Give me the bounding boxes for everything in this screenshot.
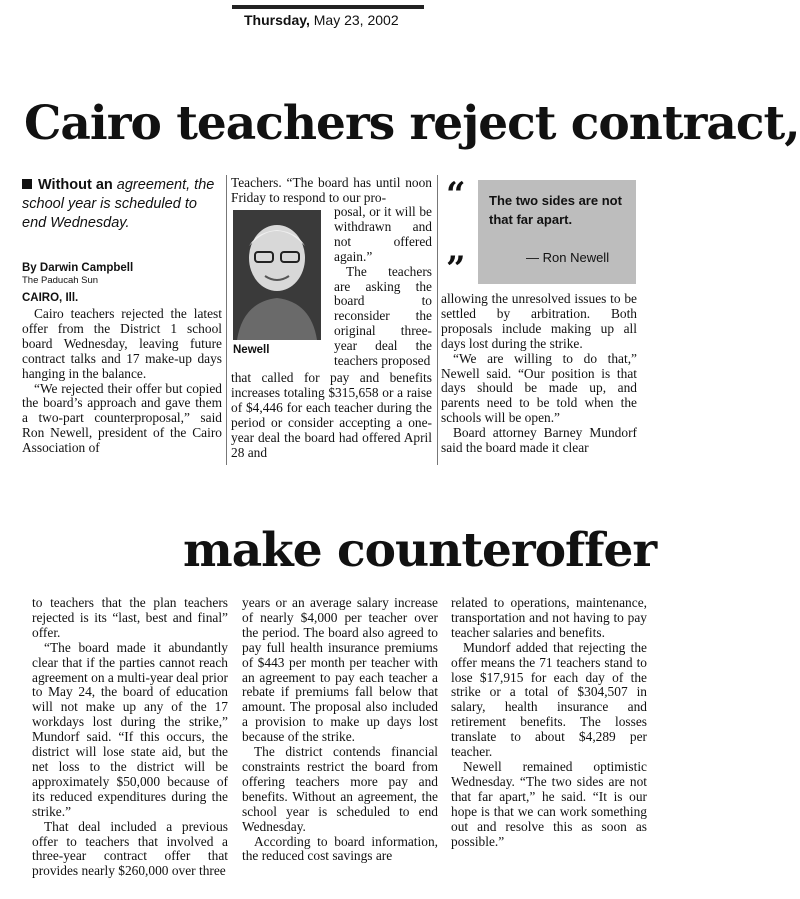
paragraph: “The board made it abundantly clear that if the parties cannot reach agreement on a multi-year deal prior to May 24, the board of education will not make up any of the 17 workdays lost during the strike,” Mundorf said. “If this occurs, the district will lose state aid, but the net loss to the district will be approximately $50,000 because of its reduced expenditures during the strike.”	[32, 639, 228, 819]
bottom-column-1	[32, 596, 228, 879]
paragraph: That deal included a previous offer to teachers that involved a three-year contract offer that provides nearly $260,000 over three	[32, 818, 228, 879]
paragraph: that called for pay and benefits increases totaling $315,658 or a raise of $4,446 for each teacher during the period or consider accepting a one-year deal the board had offered April 28 and	[231, 370, 432, 460]
top-column-1	[22, 307, 222, 456]
paragraph: “We rejected their offer but copied the board’s approach and gave them a two-part counterproposal,” said Ron Newell, president of the Cairo Association of	[22, 380, 222, 456]
column-rule	[437, 175, 438, 465]
dateline-location: CAIRO, Ill.	[22, 292, 79, 304]
kicker	[22, 176, 222, 233]
pull-quote-text: The two sides are not that far apart.	[489, 193, 622, 227]
square-bullet-icon	[22, 179, 32, 189]
column-rule	[226, 175, 227, 465]
paragraph: “We are willing to do that,” Newell said. “Our position is that days should be made up, and parents need to be told when the schools will be open.”	[441, 350, 637, 426]
paragraph: Cairo teachers rejected the latest offer from the District 1 school board Wednesday, leaving future contract talks and 17 make-up days hanging in the balance.	[22, 306, 222, 381]
paragraph: Mundorf added that rejecting the offer means the 71 teachers stand to lose $17,915 for each day of the strike or a total of $304,507 in salary, health insurance and retirement benefits. The losses translate to about $4,289 per teacher.	[451, 639, 647, 760]
masthead-rule	[232, 5, 424, 9]
paragraph: related to operations, maintenance, transportation and not having to pay teacher salaries and benefits.	[451, 595, 647, 640]
paragraph: Teachers. “The board has until noon Friday to respond to our pro-	[231, 175, 432, 205]
byline: By Darwin Campbell	[22, 262, 134, 274]
kicker-lead: Without an	[38, 177, 113, 193]
pull-quote-attribution: — Ron Newell	[526, 250, 610, 265]
open-quote-mark: “	[446, 175, 466, 215]
page-date-text: May 23, 2002	[313, 12, 399, 28]
paragraph: Newell remained optimistic Wednesday. “The two sides are not that far apart,” he said. “It is our hope is that we can work something out and resolve this as soon as possible.”	[451, 758, 647, 849]
paragraph: According to board information, the reduced cost savings are	[242, 833, 438, 864]
headline-line-2: make counteroffer	[183, 523, 657, 578]
paragraph: allowing the unresolved issues to be settled by arbitration. Both proposals include making up all days lost during the strike.	[441, 291, 637, 351]
photo-caption: Newell	[233, 344, 270, 356]
newell-photo	[233, 210, 321, 340]
page-date	[244, 12, 399, 28]
kicker-rest: agreement, the school year is scheduled to end Wednesday.	[22, 177, 215, 231]
top-column-3	[441, 292, 637, 456]
paragraph: posal, or it will be withdrawn and not offered again.”	[334, 204, 432, 264]
paragraph: to teachers that the plan teachers rejected is its “last, best and final” offer.	[32, 595, 228, 640]
top-column-2-head	[231, 176, 432, 206]
top-column-2-beside-photo	[334, 205, 432, 369]
portrait-image	[233, 210, 321, 340]
paragraph: The district contends financial constraints restrict the board from offering teachers more pay and benefits. Without an agreement, the school year is scheduled to end Wednesday.	[242, 744, 438, 834]
headline-line-1: Cairo teachers reject contract,	[24, 96, 800, 151]
close-quote-mark: ”	[446, 249, 466, 289]
page-day: Thursday,	[244, 12, 310, 28]
bottom-column-3	[451, 596, 647, 849]
paragraph: years or an average salary increase of nearly $4,000 per teacher over the period. The board also agreed to pay full health insurance premiums of $443 per month per teacher with an agreement to pay each teacher a rebate if premiums fall below that amount. The proposal also included a provision to make up days lost because of the strike.	[242, 595, 438, 745]
top-column-2-foot	[231, 371, 432, 460]
paragraph: Board attorney Barney Mundorf said the board made it clear	[441, 425, 637, 456]
paragraph: The teachers are asking the board to reconsider the original three-year deal the teachers proposed	[334, 263, 432, 369]
bottom-column-2	[242, 596, 438, 864]
source-credit: The Paducah Sun	[22, 275, 99, 286]
